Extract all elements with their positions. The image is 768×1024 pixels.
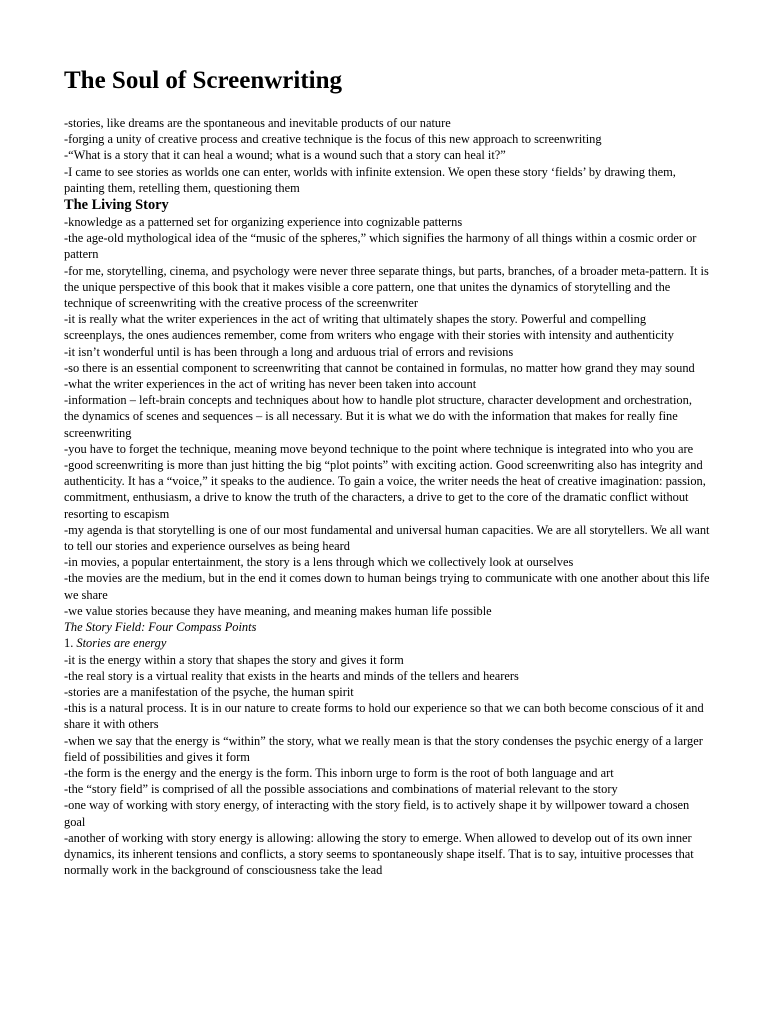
paragraph: -stories are a manifestation of the psyche, the human spirit [64,684,354,699]
paragraph: -the age-old mythological idea of the “music of the spheres,” which signifies the harmony of all things within a cosmic order or pattern [64,231,697,262]
paragraph: -we value stories because they have meaning, and meaning makes human life possible [64,603,492,618]
paragraph: -another of working with story energy is allowing: allowing the story to emerge. When allowed to develop out of its own inner dynamics, its inherent tensions and conflicts, a story seems to spontaneously shape itself. That is to say, intuitive processes that normally work in the background of consciousness take the lead [64,830,694,878]
subsection-heading: The Story Field: Four Compass Points [64,620,257,635]
paragraph: -for me, storytelling, cinema, and psychology were never three separate things, but parts, branches, of a broader meta-pattern. It is the unique perspective of this book that it makes visible a core pattern, one that unites the dynamics of storytelling and the technique of screenwriting with the creative process of the screenwriter [64,263,709,311]
paragraph: -my agenda is that storytelling is one of our most fundamental and universal human capacities. We are all storytellers. We all want to tell our stories and experience ourselves as being heard [64,522,710,554]
intro-section [64,115,710,196]
paragraph: -it is really what the writer experiences in the act of writing that ultimately shapes the story. Powerful and compelling screenplays, the ones audiences remember, come from writers who engage with their stories with intensity and authenticity [64,312,674,343]
paragraph: -one way of working with story energy, of interacting with the story field, is to actively shape it by willpower toward a chosen goal [64,798,690,829]
paragraph: -forging a unity of creative process and creative technique is the focus of this new approach to screenwriting [64,132,602,147]
paragraph: -this is a natural process. It is in our nature to create forms to hold our experience so that we can both become conscious of it and share it with others [64,701,704,732]
paragraph: -good screenwriting is more than just hitting the big “plot points” with exciting action. Good screenwriting also has integrity and authenticity. It has a “voice,” it speaks to the audience. To gain a voice, the writer needs the heat of creative imagination: passion, commitment, enthusiasm, a drive to know the truth of the characters, a drive to get to the core of the dramatic conflict without resorting to escapism [64,458,706,521]
paragraph: -information – left-brain concepts and techniques about how to handle plot structure, character development and orchestration, the dynamics of scenes and sequences – is all necessary. But it is what we do with the information that makes for really fine screenwriting [64,393,692,440]
point-label: Stories are energy [76,636,167,651]
paragraph: -“What is a story that it can heal a wound; what is a wound such that a story can heal it?” [64,148,506,163]
paragraph: -the real story is a virtual reality that exists in the hearts and minds of the tellers and hearers [64,668,519,683]
point-number: 1. [64,636,74,651]
paragraph: -knowledge as a patterned set for organizing experience into cognizable patterns [64,215,463,230]
paragraph: -in movies, a popular entertainment, the story is a lens through which we collectively look at ourselves [64,555,574,570]
numbered-point [64,635,710,651]
paragraph: -I came to see stories as worlds one can enter, worlds with infinite extension. We open these story ‘fields’ by drawing them, painting them, retelling them, questioning them [64,164,676,195]
paragraph: -you have to forget the technique, meaning move beyond technique to the point where technique is integrated into who you are [64,441,694,456]
section-heading: The Living Story [64,197,169,214]
paragraph: -the form is the energy and the energy is the form. This inborn urge to form is the root of both language and art [64,765,614,780]
paragraph: -the movies are the medium, but in the end it comes down to human beings trying to communicate with one another about this life we share [64,571,710,602]
page-title: The Soul of Screenwriting [64,67,343,94]
energy-section [64,652,710,879]
paragraph: -so there is an essential component to screenwriting that cannot be contained in formulas, no matter how grand they may sound [64,360,695,375]
paragraph: -stories, like dreams are the spontaneous and inevitable products of our nature [64,116,451,130]
paragraph: -it is the energy within a story that shapes the story and gives it form [64,652,404,667]
living-story-section [64,214,710,619]
paragraph: -what the writer experiences in the act of writing has never been taken into account [64,377,477,392]
paragraph: -it isn’t wonderful until is has been through a long and arduous trial of errors and revisions [64,344,514,359]
document-page [64,66,710,878]
paragraph: -when we say that the energy is “within” the story, what we really mean is that the story condenses the psychic energy of a larger field of possibilities and gives it form [64,733,703,764]
paragraph: -the “story field” is comprised of all the possible associations and combinations of material relevant to the story [64,782,618,797]
